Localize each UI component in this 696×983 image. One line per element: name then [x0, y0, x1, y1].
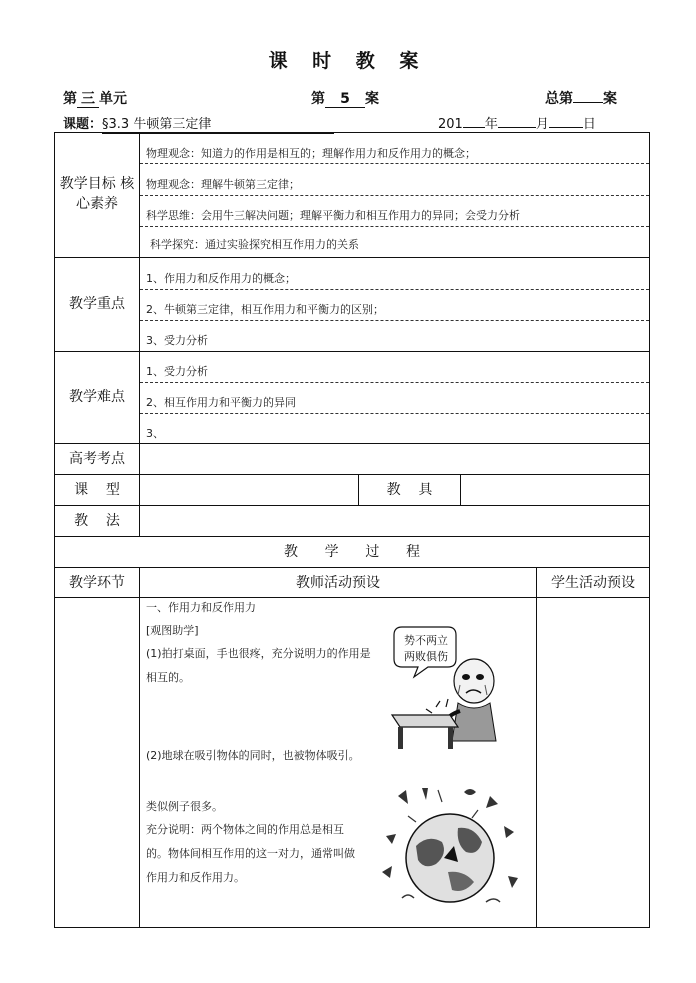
month-value — [498, 127, 536, 128]
page-title: 课 时 教 案 — [268, 50, 428, 72]
goal-item: 物理观念：知道力的作用是相互的；理解作用力和反作用力的概念； — [146, 147, 476, 160]
difficult-points-label: 教学难点 — [69, 389, 125, 405]
date-field — [438, 113, 596, 132]
exam-points-label: 高考考点 — [69, 451, 125, 467]
unit-value: 三 — [77, 91, 99, 108]
difficult-point-item: 2、相互作用力和平衡力的异同 — [146, 396, 296, 409]
total-suffix: 案 — [603, 91, 617, 107]
step-column-header: 教学环节 — [69, 575, 125, 591]
process-label: 教 学 过 程 — [283, 544, 421, 560]
year-prefix: 201 — [438, 117, 463, 132]
content-paragraph-4: 充分说明：两个物体之间的作用总是相互的。物体间相互作用的这一对力，通常叫做作用力和反作用力。 — [146, 823, 355, 884]
difficult-point-item: 1、受力分析 — [146, 365, 208, 378]
course-type-label: 课 型 — [74, 482, 120, 498]
case-prefix: 第 — [311, 91, 325, 107]
tools-label: 教 具 — [386, 482, 433, 498]
teacher-column-header: 教师活动预设 — [296, 575, 380, 591]
bubble-line: 两败俱伤 — [404, 650, 448, 663]
difficult-point-item: 3、 — [146, 427, 164, 440]
earth-attraction-illustration — [378, 786, 528, 911]
content-paragraph-3: 类似例子很多。 — [146, 800, 223, 813]
year-value — [463, 127, 485, 128]
hand-on-table-illustration — [388, 623, 508, 753]
topic-label: 课题： — [63, 117, 103, 132]
key-point-item: 3、受力分析 — [146, 334, 208, 347]
content-sub: [观图助学] — [146, 624, 199, 637]
unit-field — [63, 88, 127, 108]
day-unit: 日 — [582, 117, 596, 132]
unit-prefix: 第 — [63, 91, 77, 107]
total-field — [545, 88, 617, 108]
day-value — [549, 127, 583, 128]
case-field — [311, 88, 379, 108]
goal-item: 科学思维：会用牛三解决问题；理解平衡力和相互作用力的异同；会受力分析 — [146, 209, 520, 222]
method-label: 教 法 — [74, 513, 120, 529]
goal-item: 物理观念：理解牛顿第三定律； — [146, 178, 300, 191]
unit-suffix: 单元 — [99, 91, 127, 107]
topic-field — [63, 113, 334, 134]
goals-label: 教学目标 核心素养 — [59, 176, 135, 212]
bubble-line: 势不两立 — [404, 634, 448, 647]
key-point-item: 2、牛顿第三定律，相互作用力和平衡力的区别； — [146, 303, 384, 316]
case-value: 5 — [325, 91, 365, 108]
speech-bubble-text — [396, 633, 456, 665]
total-value — [573, 102, 603, 103]
month-unit: 月 — [535, 117, 549, 132]
earth-svg — [378, 786, 528, 911]
year-unit: 年 — [484, 117, 498, 132]
key-points-label: 教学重点 — [69, 296, 125, 312]
student-column-header: 学生活动预设 — [551, 575, 635, 591]
key-point-item: 1、作用力和反作用力的概念； — [146, 272, 296, 285]
content-heading: 一、作用力和反作用力 — [146, 601, 256, 614]
goal-item: 科学探究：通过实验探究相互作用力的关系 — [150, 238, 359, 251]
total-prefix: 总第 — [545, 91, 573, 107]
case-suffix: 案 — [365, 91, 379, 107]
content-paragraph-2: (2)地球在吸引物体的同时，也被物体吸引。 — [146, 749, 360, 762]
content-paragraph-1: (1)拍打桌面，手也很疼，充分说明力的作用是相互的。 — [146, 647, 371, 684]
topic-value: §3.3 牛顿第三定律 — [102, 117, 334, 134]
